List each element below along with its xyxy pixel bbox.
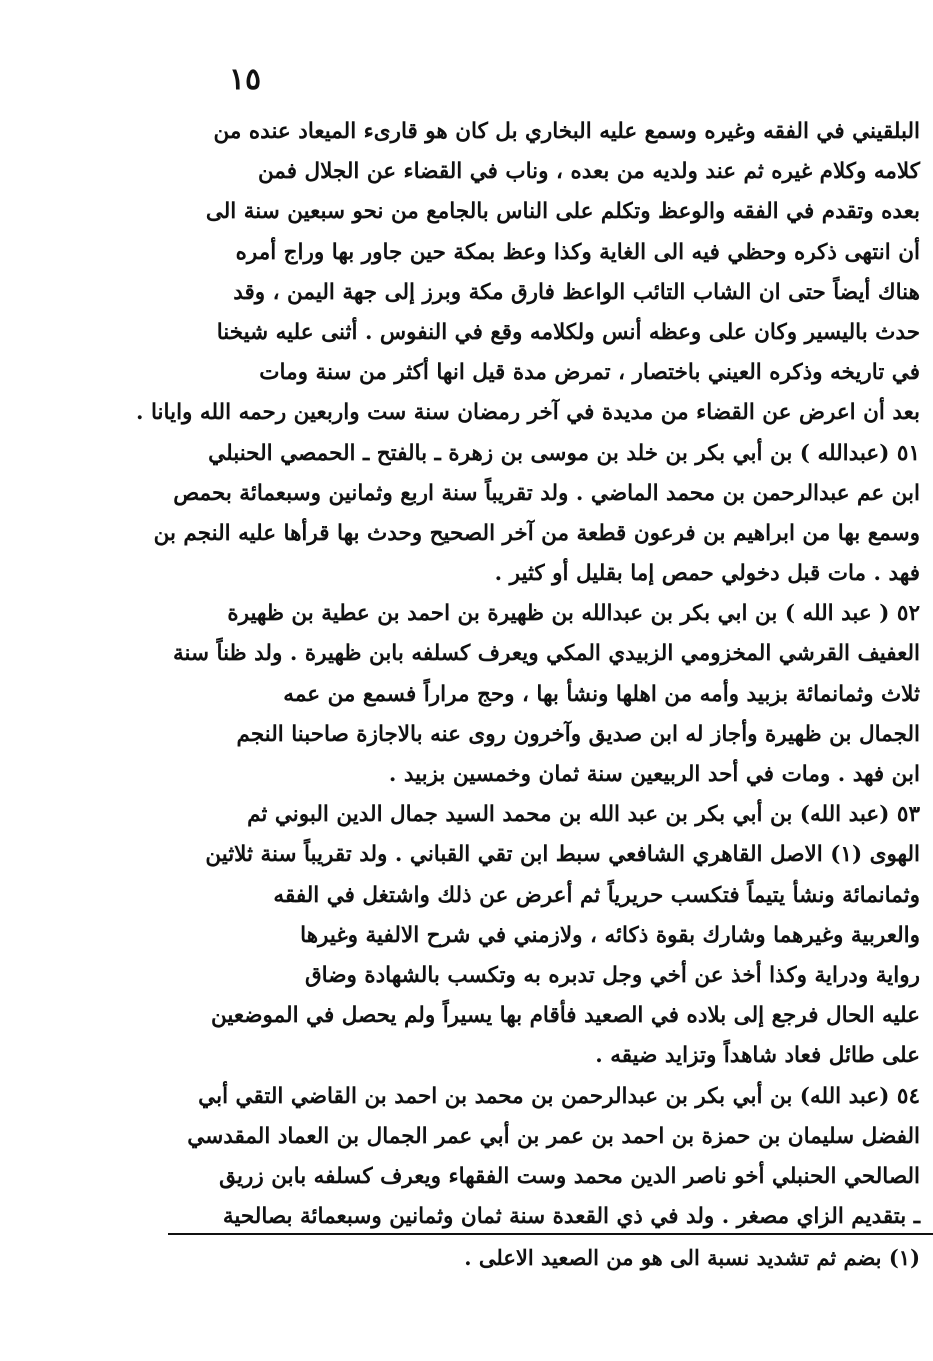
- text-line: هناك أيضاً حتى ان الشاب التائب الواعظ فارق مكة وبرز إلى جهة اليمن ، وقد: [233, 279, 920, 305]
- text-line: فهد . مات قبل دخولي حمص إما بقليل أو كثير .: [494, 561, 920, 587]
- text-line: ٥٤ (عبد الله) بن أبي بكر بن عبدالرحمن بن محمد بن احمد بن القاضي التقي أبي: [198, 1083, 920, 1109]
- text-line: العفيف القرشي المخزومي الزبيدي المكي ويعرف كسلفه بابن ظهيرة . ولد ظناً سنة: [173, 641, 920, 667]
- text-line: ٥١ (عبدالله ) بن أبي بكر بن خلد بن موسى بن زهرة ـ بالفتح ـ الحمصي الحنبلي: [208, 440, 920, 466]
- page-number: ١٥: [228, 62, 262, 97]
- text-line: والعربية وغيرهما وشارك بقوة ذكائه ، ولازمني في شرح الالفية وغيرها: [300, 922, 920, 948]
- text-line: وسمع بها من ابراهيم بن فرعون قطعة من آخر الصحيح وحدث بها قرأها عليه النجم بن: [153, 520, 920, 546]
- text-line: الهوى (١) الاصل القاهري الشافعي سبط ابن تقي القباني . ولد تقريباً سنة ثلاثين: [205, 842, 920, 868]
- footnote-divider: [168, 1233, 933, 1235]
- text-line: في تاريخه وذكره العيني باختصار ، تمرض مدة قيل انها أكثر من سنة ومات: [259, 360, 920, 386]
- text-line: بعده وتقدم في الفقه والوعظ وتكلم على الناس بالجامع من نحو سبعين سنة الى: [205, 199, 920, 225]
- text-line: الصالحي الحنبلي أخو ناصر الدين محمد وست الفقهاء ويعرف كسلفه بابن زريق: [219, 1163, 920, 1189]
- text-line: أن انتهى ذكره وحظي فيه الى الغاية وكذا وعظ بمكة حين جاور بها وراج أمره: [235, 239, 920, 265]
- body-text: [136, 112, 920, 1237]
- text-line: وثمانمائة ونشأ يتيماً فتكسب حريرياً ثم أعرض عن ذلك واشتغل في الفقه: [273, 882, 920, 908]
- text-line: ٥٣ (عبد الله) بن أبي بكر بن عبد الله بن محمد السيد جمال الدين البوني ثم: [247, 802, 920, 828]
- text-line: حدث باليسير وكان على وعظه أنس ولكلامه وقع في النفوس . أثنى عليه شيخنا: [216, 319, 920, 345]
- text-line: الجمال بن ظهيرة وأجاز له ابن صديق وآخرون روى عنه بالاجازة صاحبنا النجم: [236, 721, 920, 747]
- text-line: ثلاث وثمانمائة بزبيد وأمه من اهلها ونشأ بها ، وحج مراراً فسمع من عمه: [283, 681, 920, 707]
- text-line: ٥٢ ( عبد الله ) بن ابي بكر بن عبدالله بن ظهيرة بن احمد بن عطية بن ظهيرة: [227, 601, 920, 627]
- text-line: البلقيني في الفقه وغيره وسمع عليه البخاري بل كان هو قارىء الميعاد عنده من: [213, 119, 920, 144]
- footnote: (١) بضم ثم تشديد نسبة الى هو من الصعيد الاعلى .: [464, 1245, 920, 1270]
- text-line: ـ بتقديم الزاي مصغر . ولد في ذي القعدة سنة ثمان وثمانين وسبعمائة بصالحية: [222, 1204, 920, 1230]
- text-line: على طائل فعاد شاهداً وتزايد ضيقه .: [595, 1043, 920, 1069]
- text-line: ابن فهد . ومات في أحد الربيعين سنة ثمان وخمسين بزبيد .: [388, 762, 920, 787]
- text-line: ابن عم عبدالرحمن بن محمد الماضي . ولد تقريباً سنة اربع وثمانين وسبعمائة بحمص: [173, 480, 920, 506]
- text-line: كلامه وكلام غيره ثم عند ولديه من بعده ، وناب في القضاء عن الجلال فمن: [257, 159, 920, 185]
- text-line: بعد أن اعرض عن القضاء من مديدة في آخر رمضان سنة ست واربعين رحمه الله وايانا .: [136, 400, 920, 426]
- text-line: الفضل سليمان بن حمزة بن احمد بن عمر بن أبي عمر الجمال بن العماد المقدسي: [187, 1123, 920, 1149]
- text-line: رواية ودراية وكذا أخذ عن أخي وجل تدبره به وتكسب بالشهادة وضاق: [304, 962, 920, 988]
- text-line: عليه الحال فرجع إلى بلاده في الصعيد فأقام بها يسيراً ولم يحصل في الموضعين: [211, 1003, 920, 1029]
